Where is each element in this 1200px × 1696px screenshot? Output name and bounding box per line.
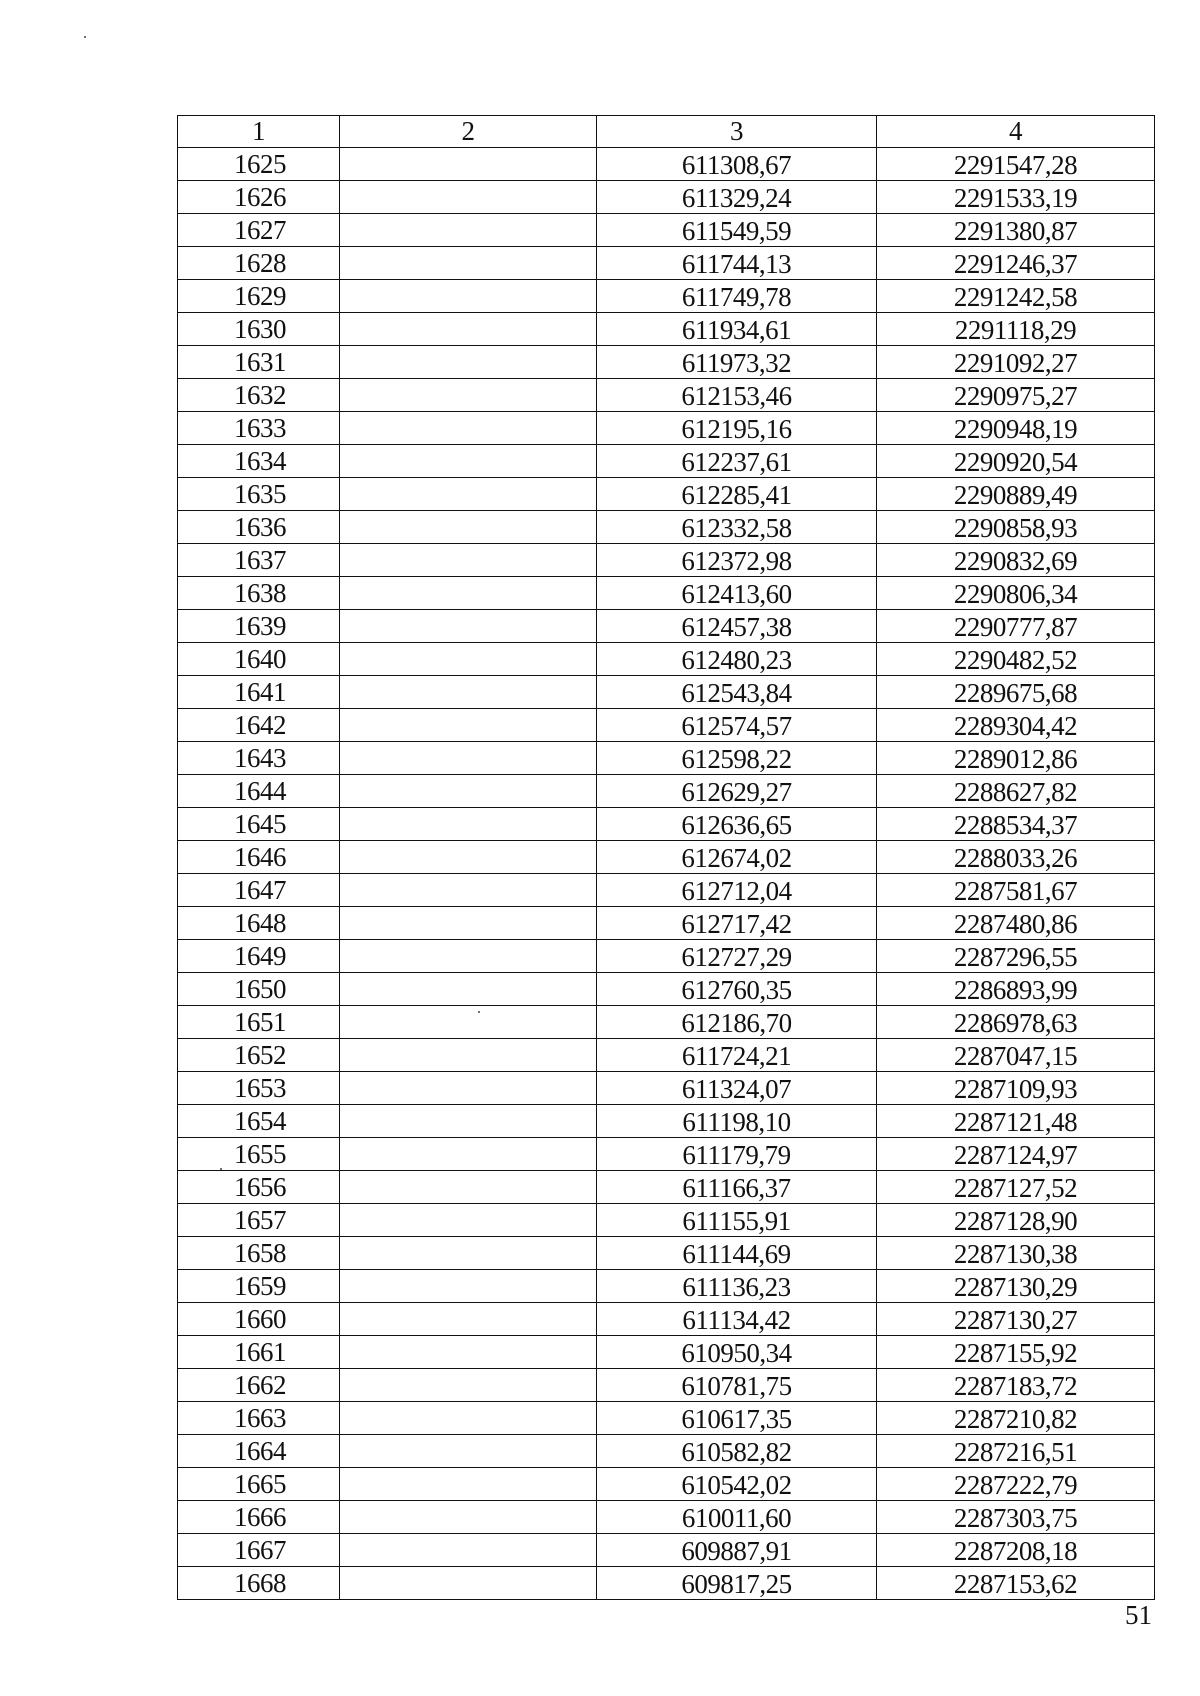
table-body — [178, 147, 1155, 1599]
coordinate-x-cell: 611134,42 — [597, 1302, 877, 1335]
point-number-cell: 1667 — [178, 1533, 340, 1566]
coordinate-x-cell: 611724,21 — [597, 1038, 877, 1071]
column-header-3: 3 — [597, 116, 877, 148]
point-number-cell: 1653 — [178, 1071, 340, 1104]
point-number-cell: 1661 — [178, 1335, 340, 1368]
column-2-cell — [340, 279, 597, 312]
point-number-cell: 1629 — [178, 279, 340, 312]
point-number-cell: 1640 — [178, 642, 340, 675]
point-number-cell: 1642 — [178, 708, 340, 741]
column-2-cell — [340, 1038, 597, 1071]
point-number-cell: 1641 — [178, 675, 340, 708]
point-number-cell: 1634 — [178, 444, 340, 477]
point-number-cell: 1628 — [178, 246, 340, 279]
table-row — [178, 345, 1155, 378]
coordinate-y-cell: 2288627,82 — [877, 774, 1155, 807]
table-row — [178, 1434, 1155, 1467]
coordinate-x-cell: 612457,38 — [597, 609, 877, 642]
column-2-cell — [340, 147, 597, 180]
coordinate-y-cell: 2287109,93 — [877, 1071, 1155, 1104]
table-row — [178, 180, 1155, 213]
table-row — [178, 1005, 1155, 1038]
column-2-cell — [340, 1533, 597, 1566]
table-row — [178, 576, 1155, 609]
point-number-cell: 1644 — [178, 774, 340, 807]
point-number-cell: 1638 — [178, 576, 340, 609]
coordinate-y-cell: 2287127,52 — [877, 1170, 1155, 1203]
coordinate-y-cell: 2287303,75 — [877, 1500, 1155, 1533]
coordinate-y-cell: 2291533,19 — [877, 180, 1155, 213]
column-2-cell — [340, 708, 597, 741]
coordinate-x-cell: 612712,04 — [597, 873, 877, 906]
point-number-cell: 1660 — [178, 1302, 340, 1335]
column-2-cell — [340, 741, 597, 774]
coordinate-y-cell: 2291380,87 — [877, 213, 1155, 246]
point-number-cell: 1649 — [178, 939, 340, 972]
coordinate-x-cell: 610011,60 — [597, 1500, 877, 1533]
column-2-cell — [340, 444, 597, 477]
point-number-cell: 1630 — [178, 312, 340, 345]
coordinate-x-cell: 611179,79 — [597, 1137, 877, 1170]
coordinate-y-cell: 2287581,67 — [877, 873, 1155, 906]
column-2-cell — [340, 873, 597, 906]
table-row — [178, 1038, 1155, 1071]
coordinate-y-cell: 2287047,15 — [877, 1038, 1155, 1071]
table-row — [178, 1269, 1155, 1302]
column-2-cell — [340, 543, 597, 576]
coordinate-y-cell: 2288534,37 — [877, 807, 1155, 840]
coordinate-x-cell: 609817,25 — [597, 1566, 877, 1599]
coordinate-x-cell: 612543,84 — [597, 675, 877, 708]
point-number-cell: 1651 — [178, 1005, 340, 1038]
coordinate-x-cell: 610950,34 — [597, 1335, 877, 1368]
coordinate-x-cell: 611934,61 — [597, 312, 877, 345]
point-number-cell: 1655 — [178, 1137, 340, 1170]
table-row — [178, 642, 1155, 675]
column-2-cell — [340, 345, 597, 378]
table-row — [178, 675, 1155, 708]
point-number-cell: 1650 — [178, 972, 340, 1005]
coordinate-y-cell: 2289304,42 — [877, 708, 1155, 741]
coordinate-x-cell: 611744,13 — [597, 246, 877, 279]
table-row — [178, 1500, 1155, 1533]
coordinate-y-cell: 2287296,55 — [877, 939, 1155, 972]
coordinate-x-cell: 611749,78 — [597, 279, 877, 312]
point-number-cell: 1632 — [178, 378, 340, 411]
coordinates-table — [177, 115, 1155, 1600]
coordinate-y-cell: 2290858,93 — [877, 510, 1155, 543]
coordinate-y-cell: 2291118,29 — [877, 312, 1155, 345]
point-number-cell: 1637 — [178, 543, 340, 576]
coordinate-x-cell: 612332,58 — [597, 510, 877, 543]
point-number-cell: 1639 — [178, 609, 340, 642]
table-row — [178, 510, 1155, 543]
point-number-cell: 1664 — [178, 1434, 340, 1467]
coordinate-x-cell: 610542,02 — [597, 1467, 877, 1500]
column-2-cell — [340, 642, 597, 675]
coordinate-x-cell: 611973,32 — [597, 345, 877, 378]
column-2-cell — [340, 1071, 597, 1104]
point-number-cell: 1668 — [178, 1566, 340, 1599]
coordinate-y-cell: 2287155,92 — [877, 1335, 1155, 1368]
point-number-cell: 1636 — [178, 510, 340, 543]
coordinate-x-cell: 611324,07 — [597, 1071, 877, 1104]
column-2-cell — [340, 972, 597, 1005]
coordinate-x-cell: 611308,67 — [597, 147, 877, 180]
coordinate-y-cell: 2287210,82 — [877, 1401, 1155, 1434]
table-row — [178, 741, 1155, 774]
scan-speck — [84, 36, 86, 38]
column-header-1: 1 — [178, 116, 340, 148]
table-row — [178, 873, 1155, 906]
point-number-cell: 1645 — [178, 807, 340, 840]
table-row — [178, 774, 1155, 807]
table-row — [178, 1236, 1155, 1269]
coordinate-y-cell: 2287130,29 — [877, 1269, 1155, 1302]
point-number-cell: 1635 — [178, 477, 340, 510]
coordinate-y-cell: 2287124,97 — [877, 1137, 1155, 1170]
coordinate-x-cell: 611155,91 — [597, 1203, 877, 1236]
coordinate-y-cell: 2287130,38 — [877, 1236, 1155, 1269]
coordinate-x-cell: 611198,10 — [597, 1104, 877, 1137]
table-row — [178, 840, 1155, 873]
column-2-cell — [340, 1302, 597, 1335]
column-2-cell — [340, 1236, 597, 1269]
point-number-cell: 1631 — [178, 345, 340, 378]
page-number: 51 — [1125, 1600, 1152, 1630]
column-2-cell — [340, 1170, 597, 1203]
coordinate-x-cell: 612629,27 — [597, 774, 877, 807]
table-row — [178, 972, 1155, 1005]
column-2-cell — [340, 213, 597, 246]
coordinate-x-cell: 612598,22 — [597, 741, 877, 774]
column-2-cell — [340, 510, 597, 543]
point-number-cell: 1662 — [178, 1368, 340, 1401]
point-number-cell: 1652 — [178, 1038, 340, 1071]
column-2-cell — [340, 1005, 597, 1038]
table-row — [178, 279, 1155, 312]
point-number-cell: 1665 — [178, 1467, 340, 1500]
coordinate-x-cell: 612285,41 — [597, 477, 877, 510]
table-row — [178, 147, 1155, 180]
column-2-cell — [340, 609, 597, 642]
table-row — [178, 807, 1155, 840]
coordinate-y-cell: 2289675,68 — [877, 675, 1155, 708]
coordinate-x-cell: 612413,60 — [597, 576, 877, 609]
coordinate-y-cell: 2290975,27 — [877, 378, 1155, 411]
column-2-cell — [340, 1137, 597, 1170]
coordinate-x-cell: 612574,57 — [597, 708, 877, 741]
table-row — [178, 246, 1155, 279]
table-row — [178, 1368, 1155, 1401]
coordinate-y-cell: 2290948,19 — [877, 411, 1155, 444]
table-row — [178, 708, 1155, 741]
column-2-cell — [340, 840, 597, 873]
point-number-cell: 1633 — [178, 411, 340, 444]
coordinate-x-cell: 612727,29 — [597, 939, 877, 972]
coordinate-y-cell: 2291242,58 — [877, 279, 1155, 312]
table-row — [178, 1104, 1155, 1137]
point-number-cell: 1656 — [178, 1170, 340, 1203]
point-number-cell: 1666 — [178, 1500, 340, 1533]
column-2-cell — [340, 1104, 597, 1137]
coordinate-x-cell: 612153,46 — [597, 378, 877, 411]
coordinate-y-cell: 2290889,49 — [877, 477, 1155, 510]
column-2-cell — [340, 477, 597, 510]
table-row — [178, 1467, 1155, 1500]
column-2-cell — [340, 807, 597, 840]
point-number-cell: 1654 — [178, 1104, 340, 1137]
coordinate-y-cell: 2290832,69 — [877, 543, 1155, 576]
coordinate-x-cell: 609887,91 — [597, 1533, 877, 1566]
coordinate-x-cell: 610582,82 — [597, 1434, 877, 1467]
coordinate-y-cell: 2291547,28 — [877, 147, 1155, 180]
coordinate-x-cell: 612372,98 — [597, 543, 877, 576]
coordinate-y-cell: 2291246,37 — [877, 246, 1155, 279]
table-row — [178, 213, 1155, 246]
coordinate-x-cell: 612674,02 — [597, 840, 877, 873]
coordinate-x-cell: 612636,65 — [597, 807, 877, 840]
table-row — [178, 609, 1155, 642]
column-2-cell — [340, 378, 597, 411]
coordinate-x-cell: 610617,35 — [597, 1401, 877, 1434]
table-row — [178, 1335, 1155, 1368]
table-row — [178, 543, 1155, 576]
column-2-cell — [340, 906, 597, 939]
table-row — [178, 378, 1155, 411]
table-row — [178, 1071, 1155, 1104]
coordinate-y-cell: 2291092,27 — [877, 345, 1155, 378]
coordinate-y-cell: 2287121,48 — [877, 1104, 1155, 1137]
coordinate-x-cell: 612480,23 — [597, 642, 877, 675]
coordinate-x-cell: 611144,69 — [597, 1236, 877, 1269]
table-row — [178, 939, 1155, 972]
column-2-cell — [340, 576, 597, 609]
column-2-cell — [340, 312, 597, 345]
table-row — [178, 1170, 1155, 1203]
coordinate-x-cell: 610781,75 — [597, 1368, 877, 1401]
point-number-cell: 1626 — [178, 180, 340, 213]
column-2-cell — [340, 1434, 597, 1467]
coordinate-x-cell: 612717,42 — [597, 906, 877, 939]
coordinate-x-cell: 611549,59 — [597, 213, 877, 246]
coordinate-y-cell: 2287480,86 — [877, 906, 1155, 939]
column-2-cell — [340, 939, 597, 972]
column-header-2: 2 — [340, 116, 597, 148]
table-row — [178, 1566, 1155, 1599]
column-2-cell — [340, 1269, 597, 1302]
table-row — [178, 1401, 1155, 1434]
coordinate-y-cell: 2286978,63 — [877, 1005, 1155, 1038]
coordinate-y-cell: 2286893,99 — [877, 972, 1155, 1005]
point-number-cell: 1657 — [178, 1203, 340, 1236]
table-row — [178, 1533, 1155, 1566]
table-row — [178, 1203, 1155, 1236]
coordinate-y-cell: 2290920,54 — [877, 444, 1155, 477]
column-2-cell — [340, 180, 597, 213]
coordinate-y-cell: 2287208,18 — [877, 1533, 1155, 1566]
column-2-cell — [340, 1335, 597, 1368]
column-header-4: 4 — [877, 116, 1155, 148]
coordinate-y-cell: 2287216,51 — [877, 1434, 1155, 1467]
table-header-row — [178, 116, 1155, 148]
table-row — [178, 1302, 1155, 1335]
coordinate-y-cell: 2287183,72 — [877, 1368, 1155, 1401]
coordinate-x-cell: 612195,16 — [597, 411, 877, 444]
column-2-cell — [340, 1203, 597, 1236]
table-row — [178, 444, 1155, 477]
column-2-cell — [340, 411, 597, 444]
point-number-cell: 1659 — [178, 1269, 340, 1302]
coordinate-x-cell: 612760,35 — [597, 972, 877, 1005]
column-2-cell — [340, 1566, 597, 1599]
coordinate-y-cell: 2290482,52 — [877, 642, 1155, 675]
point-number-cell: 1658 — [178, 1236, 340, 1269]
coordinate-y-cell: 2287128,90 — [877, 1203, 1155, 1236]
column-2-cell — [340, 675, 597, 708]
coordinate-x-cell: 612186,70 — [597, 1005, 877, 1038]
column-2-cell — [340, 1401, 597, 1434]
coordinate-y-cell: 2290806,34 — [877, 576, 1155, 609]
point-number-cell: 1625 — [178, 147, 340, 180]
column-2-cell — [340, 246, 597, 279]
coordinate-y-cell: 2287130,27 — [877, 1302, 1155, 1335]
column-2-cell — [340, 774, 597, 807]
coordinate-y-cell: 2289012,86 — [877, 741, 1155, 774]
coordinate-x-cell: 611166,37 — [597, 1170, 877, 1203]
point-number-cell: 1643 — [178, 741, 340, 774]
point-number-cell: 1663 — [178, 1401, 340, 1434]
column-2-cell — [340, 1368, 597, 1401]
coordinate-x-cell: 611329,24 — [597, 180, 877, 213]
coordinate-y-cell: 2287222,79 — [877, 1467, 1155, 1500]
column-2-cell — [340, 1500, 597, 1533]
coordinate-y-cell: 2287153,62 — [877, 1566, 1155, 1599]
coordinate-y-cell: 2288033,26 — [877, 840, 1155, 873]
table-row — [178, 411, 1155, 444]
point-number-cell: 1627 — [178, 213, 340, 246]
point-number-cell: 1647 — [178, 873, 340, 906]
table-row — [178, 312, 1155, 345]
point-number-cell: 1648 — [178, 906, 340, 939]
coordinate-y-cell: 2290777,87 — [877, 609, 1155, 642]
table-row — [178, 1137, 1155, 1170]
table-row — [178, 906, 1155, 939]
coordinate-x-cell: 612237,61 — [597, 444, 877, 477]
table-row — [178, 477, 1155, 510]
point-number-cell: 1646 — [178, 840, 340, 873]
column-2-cell — [340, 1467, 597, 1500]
coordinate-x-cell: 611136,23 — [597, 1269, 877, 1302]
